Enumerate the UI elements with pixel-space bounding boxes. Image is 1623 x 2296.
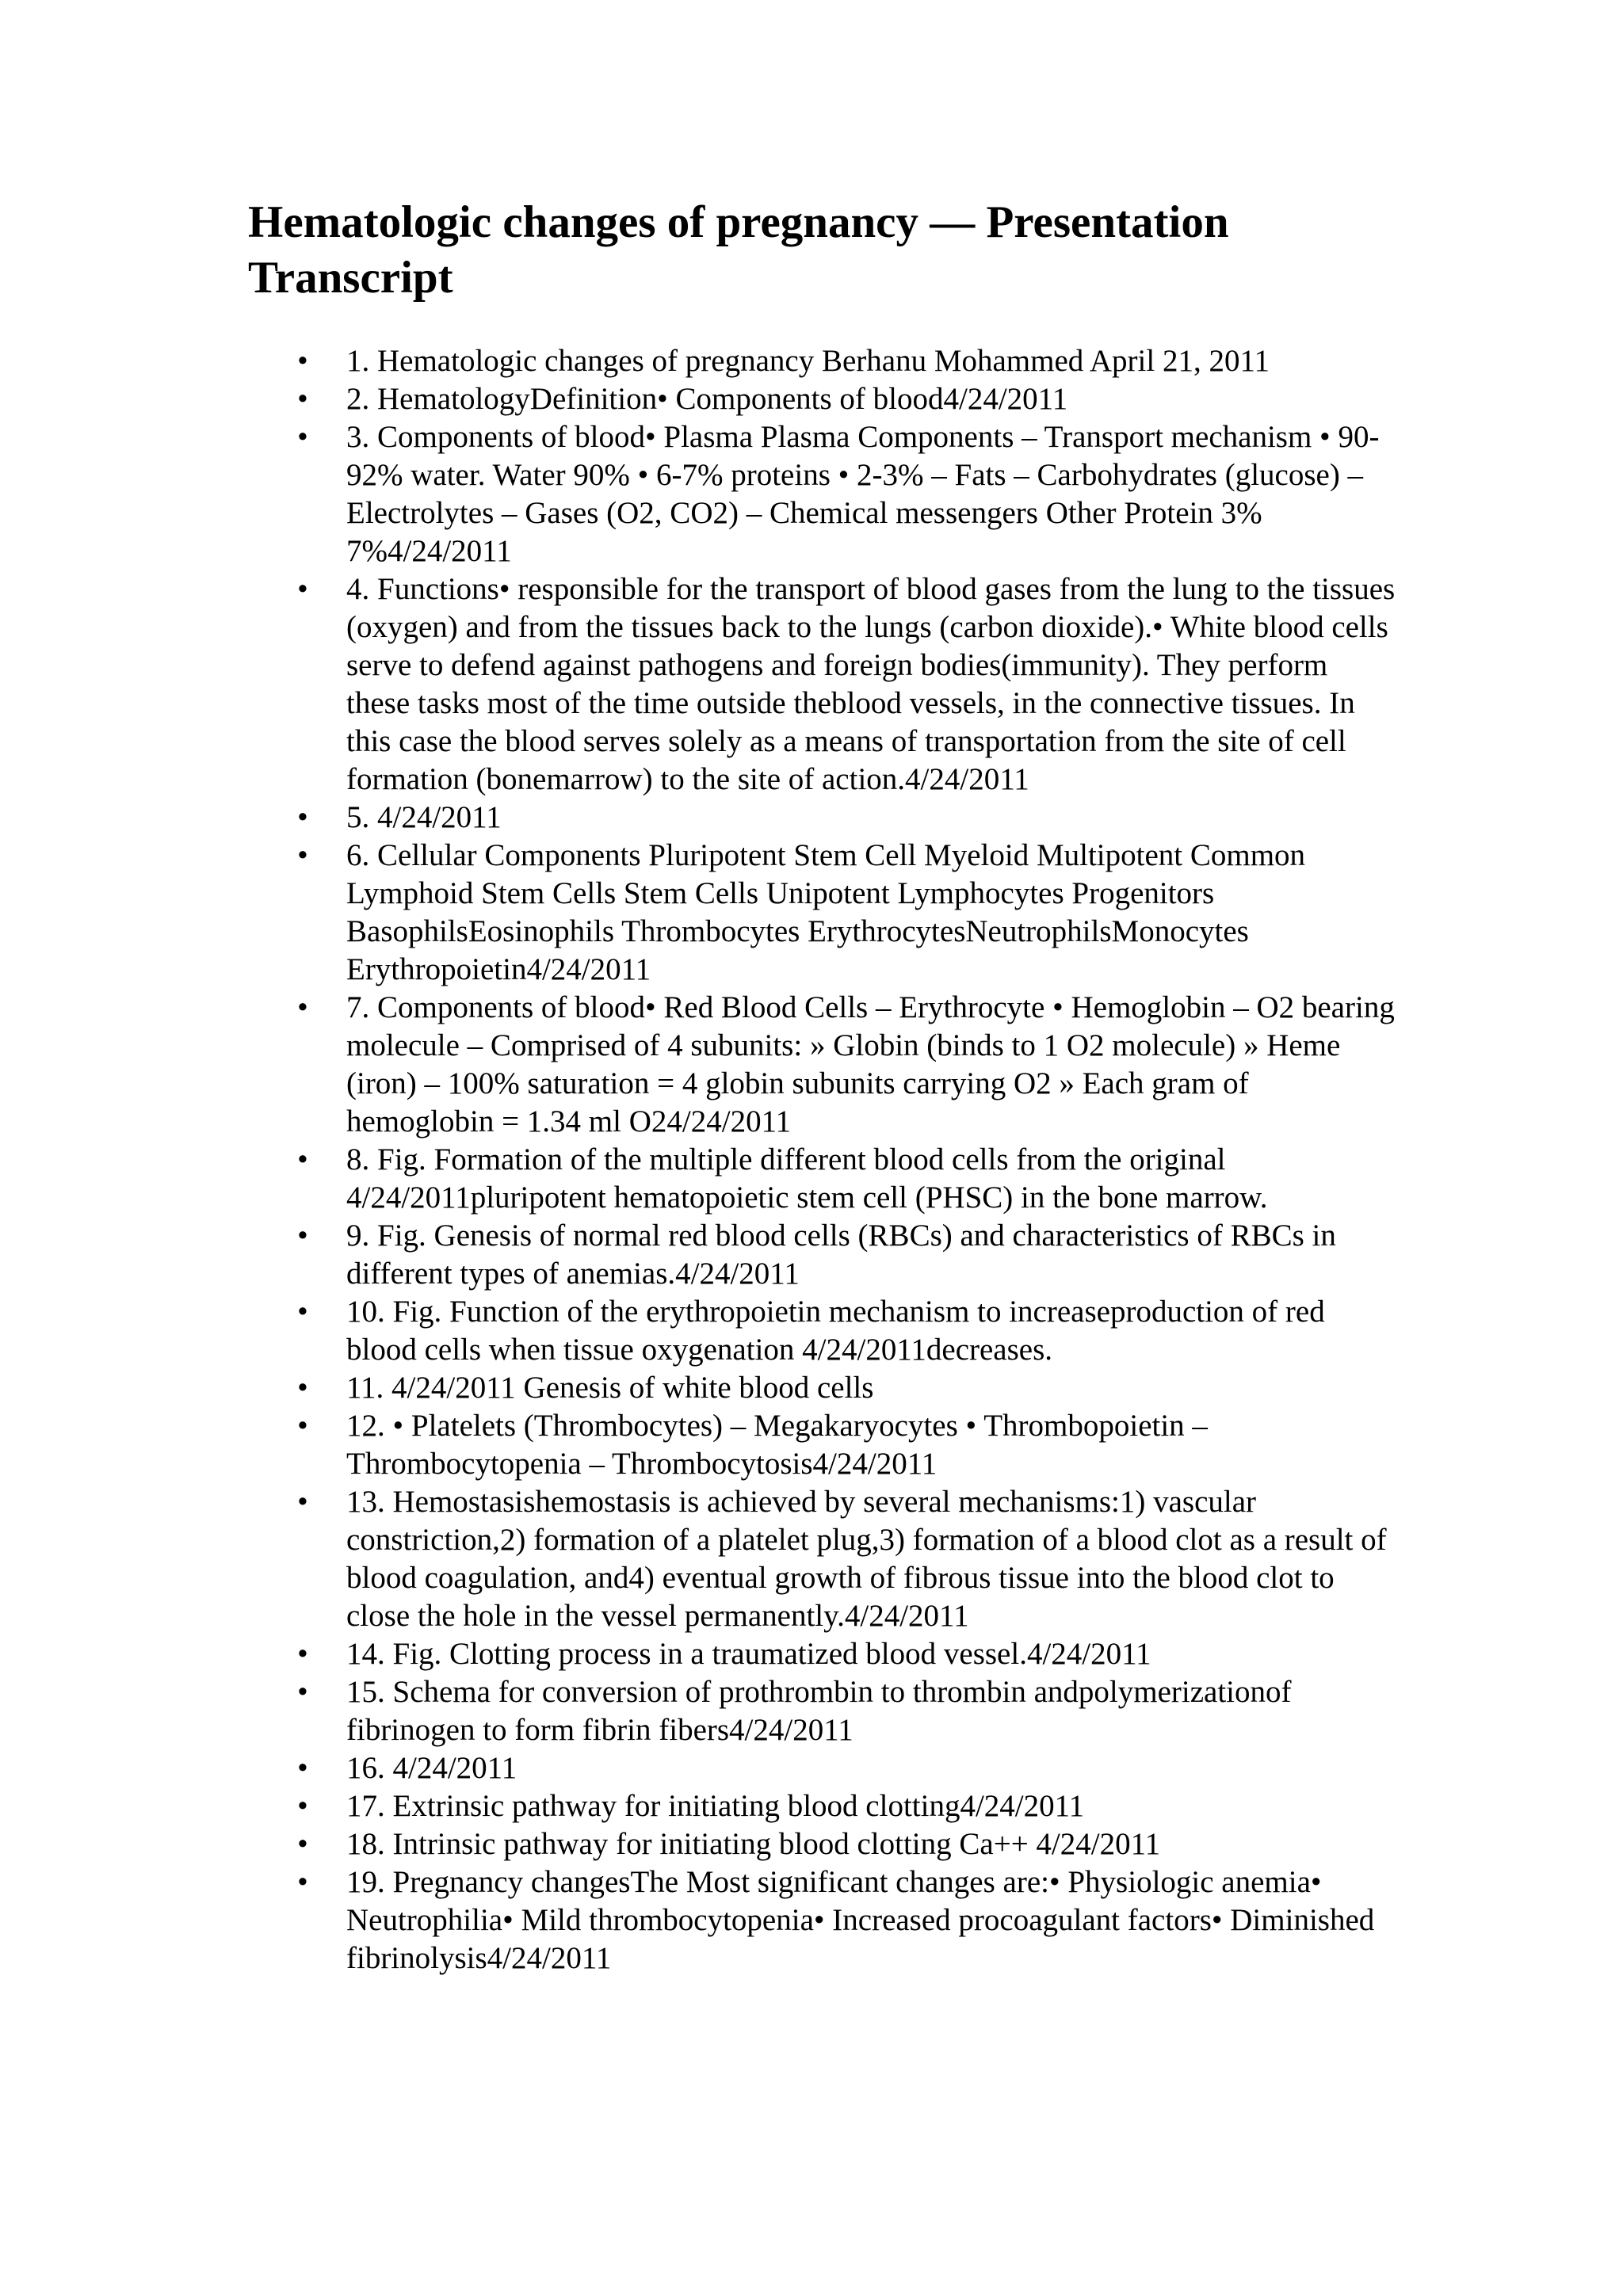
bullet-icon: • — [297, 1751, 308, 1785]
list-item — [248, 837, 1397, 989]
document-page — [248, 195, 1397, 1978]
bullet-icon: • — [297, 1295, 308, 1329]
list-item-text: 10. Fig. Function of the erythropoietin mechanism to increaseproduction of red blood cells when tissue oxygenation 4/24/2011decreases. — [346, 1295, 1325, 1367]
list-item — [248, 1407, 1397, 1483]
bullet-icon: • — [297, 1675, 308, 1709]
list-item — [248, 799, 1397, 837]
list-item-text: 12. • Platelets (Thrombocytes) – Megakaryocytes • Thrombopoietin – Thrombocytopenia – Thrombocytosis4/24/2011 — [346, 1409, 1208, 1481]
list-item-text: 5. 4/24/2011 — [346, 800, 502, 834]
list-item — [248, 1483, 1397, 1635]
list-item — [248, 1635, 1397, 1673]
list-item-text: 7. Components of blood• Red Blood Cells – Erythrocyte • Hemoglobin – O2 bearing molecule – Comprised of 4 subunits: » Globin (binds to 1 O2 molecule) » Heme (iron) – 100% saturation = 4 globin subunits carrying O2 » Each gram of hemoglobin = 1.34 ml O24/24/2011 — [346, 990, 1395, 1138]
list-item-text: 4. Functions• responsible for the transport of blood gases from the lung to the tissues (oxygen) and from the tissues back to the lungs (carbon dioxide).• White blood cells serve to defend against pathogens and foreign bodies(immunity). They perform these tasks most of the time outside theblood vessels, in the connective tissues. In this case the blood serves solely as a means of transportation from the site of cell formation (bonemarrow) to the site of action.4/24/2011 — [346, 572, 1396, 796]
list-item-text: 17. Extrinsic pathway for initiating blood clotting4/24/2011 — [346, 1789, 1085, 1823]
list-item — [248, 1673, 1397, 1749]
list-item — [248, 1217, 1397, 1293]
list-item-text: 13. Hemostasishemostasis is achieved by several mechanisms:1) vascular constriction,2) formation of a platelet plug,3) formation of a blood clot as a result of blood coagulation, and4) eventual growth of fibrous tissue into the blood clot to close the hole in the vessel permanently.4/24/2011 — [346, 1485, 1387, 1633]
transcript-list — [248, 342, 1397, 1978]
bullet-icon: • — [297, 572, 308, 606]
bullet-icon: • — [297, 800, 308, 834]
bullet-icon: • — [297, 1371, 308, 1405]
bullet-icon: • — [297, 1142, 308, 1177]
list-item — [248, 1749, 1397, 1787]
page-title: Hematologic changes of pregnancy — Presentation Transcript — [248, 197, 1229, 303]
bullet-icon: • — [297, 1827, 308, 1861]
bullet-icon: • — [297, 1865, 308, 1899]
list-item — [248, 1787, 1397, 1825]
list-item — [248, 1369, 1397, 1407]
list-item-text: 16. 4/24/2011 — [346, 1751, 517, 1785]
list-item — [248, 570, 1397, 799]
list-item — [248, 989, 1397, 1141]
list-item-text: 15. Schema for conversion of prothrombin to thrombin andpolymerizationof fibrinogen to form fibrin fibers4/24/2011 — [346, 1675, 1292, 1747]
bullet-icon: • — [297, 420, 308, 454]
bullet-icon: • — [297, 1637, 308, 1671]
list-item-text: 19. Pregnancy changesThe Most significant changes are:• Physiologic anemia• Neutrophilia• Mild thrombocytopenia• Increased procoagulant factors• Diminished fibrinolysis4/24/2011 — [346, 1865, 1375, 1975]
list-item-text: 1. Hematologic changes of pregnancy Berhanu Mohammed April 21, 2011 — [346, 344, 1270, 378]
list-item — [248, 342, 1397, 380]
bullet-icon: • — [297, 1409, 308, 1443]
list-item-text: 3. Components of blood• Plasma Plasma Components – Transport mechanism • 90-92% water. Water 90% • 6-7% proteins • 2-3% – Fats – Carbohydrates (glucose) – Electrolytes – Gases (O2, CO2) – Chemical messengers Other Protein 3% 7%4/24/2011 — [346, 420, 1380, 568]
list-item-text: 14. Fig. Clotting process in a traumatized blood vessel.4/24/2011 — [346, 1637, 1151, 1671]
list-item — [248, 418, 1397, 570]
list-item — [248, 1825, 1397, 1863]
list-item-text: 8. Fig. Formation of the multiple different blood cells from the original 4/24/2011pluripotent hematopoietic stem cell (PHSC) in the bone marrow. — [346, 1142, 1268, 1215]
bullet-icon: • — [297, 990, 308, 1024]
list-item-text: 11. 4/24/2011 Genesis of white blood cells — [346, 1371, 874, 1405]
list-item-text: 18. Intrinsic pathway for initiating blood clotting Ca++ 4/24/2011 — [346, 1827, 1161, 1861]
list-item — [248, 380, 1397, 418]
bullet-icon: • — [297, 838, 308, 872]
bullet-icon: • — [297, 1789, 308, 1823]
list-item — [248, 1863, 1397, 1978]
bullet-icon: • — [297, 344, 308, 378]
list-item-text: 9. Fig. Genesis of normal red blood cells (RBCs) and characteristics of RBCs in different types of anemias.4/24/2011 — [346, 1219, 1336, 1291]
list-item — [248, 1293, 1397, 1369]
list-item-text: 2. HematologyDefinition• Components of blood4/24/2011 — [346, 382, 1068, 416]
bullet-icon: • — [297, 382, 308, 416]
list-item-text: 6. Cellular Components Pluripotent Stem Cell Myeloid Multipotent Common Lymphoid Stem Cells Stem Cells Unipotent Lymphocytes Progenitors BasophilsEosinophils Thrombocytes ErythrocytesNeutrophilsMonocytes Erythropoietin4/24/2011 — [346, 838, 1306, 986]
bullet-icon: • — [297, 1485, 308, 1519]
list-item — [248, 1141, 1397, 1217]
bullet-icon: • — [297, 1219, 308, 1253]
